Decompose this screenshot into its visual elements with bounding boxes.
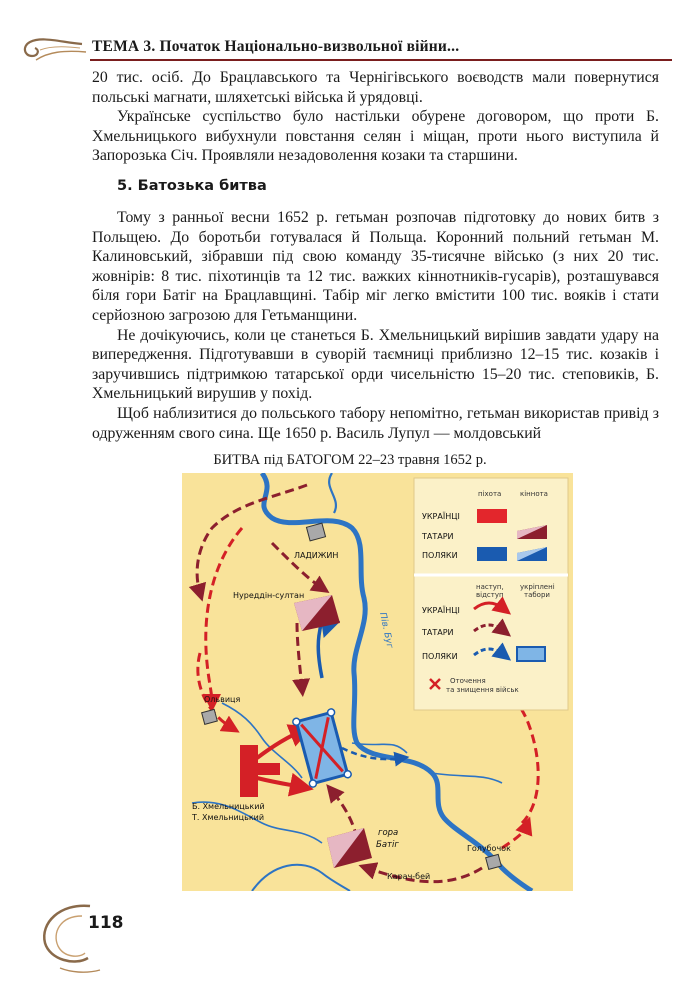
page-header-title: ТЕМА 3. Початок Національно-визвольної війни... [92,38,460,55]
legend-attack: наступ, [476,583,504,591]
paragraph: Не дочікуючись, коли це станеться Б. Хмельницький вирішив завдати удару на випередження. Підготувавши в суворій таємниці приблизно 12–15 тис. козаків і заручившись підтримкою татарської орди чисельністю 15–20 тис. степовиків, Б. Хмельницький вирушив у похід. [92,326,659,403]
label-olvianka: Ольвиця [204,695,241,704]
label-batig: гора [378,828,399,838]
map-caption: БИТВА під БАТОГОМ 22–23 травня 1652 р. [213,452,487,468]
legend-fort: укріплені [520,583,555,591]
svg-text:ПОЛЯКИ: ПОЛЯКИ [422,652,458,661]
svg-text:відступ: відступ [476,591,504,599]
battle-map [182,473,573,895]
legend-camp [517,647,545,661]
legend-ukrainians: УКРАЇНЦІ [422,512,460,521]
ukrainian-force [258,763,280,775]
page-number: 118 [88,913,124,933]
paragraph: 20 тис. осіб. До Брацлавського та Чернігівського воєводств мали повернутися польські магнати, шляхетські війська й урядовці. [92,69,659,106]
paragraph: Українське суспільство було настільки обурене договором, що проти Б. Хмельницького вибухнули повстання селян і міщан, проти нього виступила й Запорозька Січ. Проявляли незадоволення козаки та старшини. [92,108,659,165]
paragraph: Щоб наблизитися до польського табору непомітно, гетьман використав привід з одруженням свого сина. Ще 1650 р. Василь Лупул — молдовський [92,404,659,442]
label-khmelnytsky-t: Т. Хмельницький [192,813,265,822]
label-ladyzhyn: ЛАДИЖИН [294,551,339,560]
header-ornament [20,22,90,72]
section-text [92,208,659,443]
label-holubochok: Голубочок [467,844,511,853]
town-marker [202,709,218,724]
legend-col-cavalry: кіннота [520,490,548,498]
town-marker [486,854,502,869]
legend-swatch-ukr-infantry [477,509,507,523]
map-legend [414,478,568,710]
ukrainian-force [240,745,258,797]
legend-poles: ПОЛЯКИ [422,551,458,560]
svg-text:УКРАЇНЦІ: УКРАЇНЦІ [422,606,460,615]
legend-encircle: Оточення [450,677,486,685]
svg-text:ТАТАРИ: ТАТАРИ [422,628,454,637]
legend-swatch-pol-infantry [477,547,507,561]
svg-text:табори: табори [524,591,550,599]
footer-ornament [30,898,110,978]
label-nureddin: Нуреддін-султан [233,591,305,600]
header-divider [90,59,672,61]
label-karach: Карач-бей [387,872,431,881]
paragraph: Тому з ранньої весни 1652 р. гетьман розпочав підготовку до нових битв з Польщею. До боротьби готувалася й Польща. Коронний польний гетьман М. Калиновський, зібравши під свою команду 35-тисячне військо (з них 20 тис. жовнірів: 8 тис. піхотинців та 12 тис. важких кіннотників-гусарів), розташувався біля гори Батіг на Брацлавщині. Табір міг легко вмістити 100 тис. вояків і стати серйозною загрозою для Гетьманщини. [92,209,659,324]
label-khmelnytsky-b: Б. Хмельницький [192,802,265,811]
legend-tatars: ТАТАРИ [422,532,454,541]
river-label: Пів. Буг [377,611,395,650]
svg-text:та знищення військ: та знищення військ [446,686,519,694]
label-batig: Батіг [376,840,399,850]
legend-col-infantry: піхота [478,490,502,498]
intro-text [92,68,659,166]
section-heading: 5. Батозька битва [117,178,267,194]
